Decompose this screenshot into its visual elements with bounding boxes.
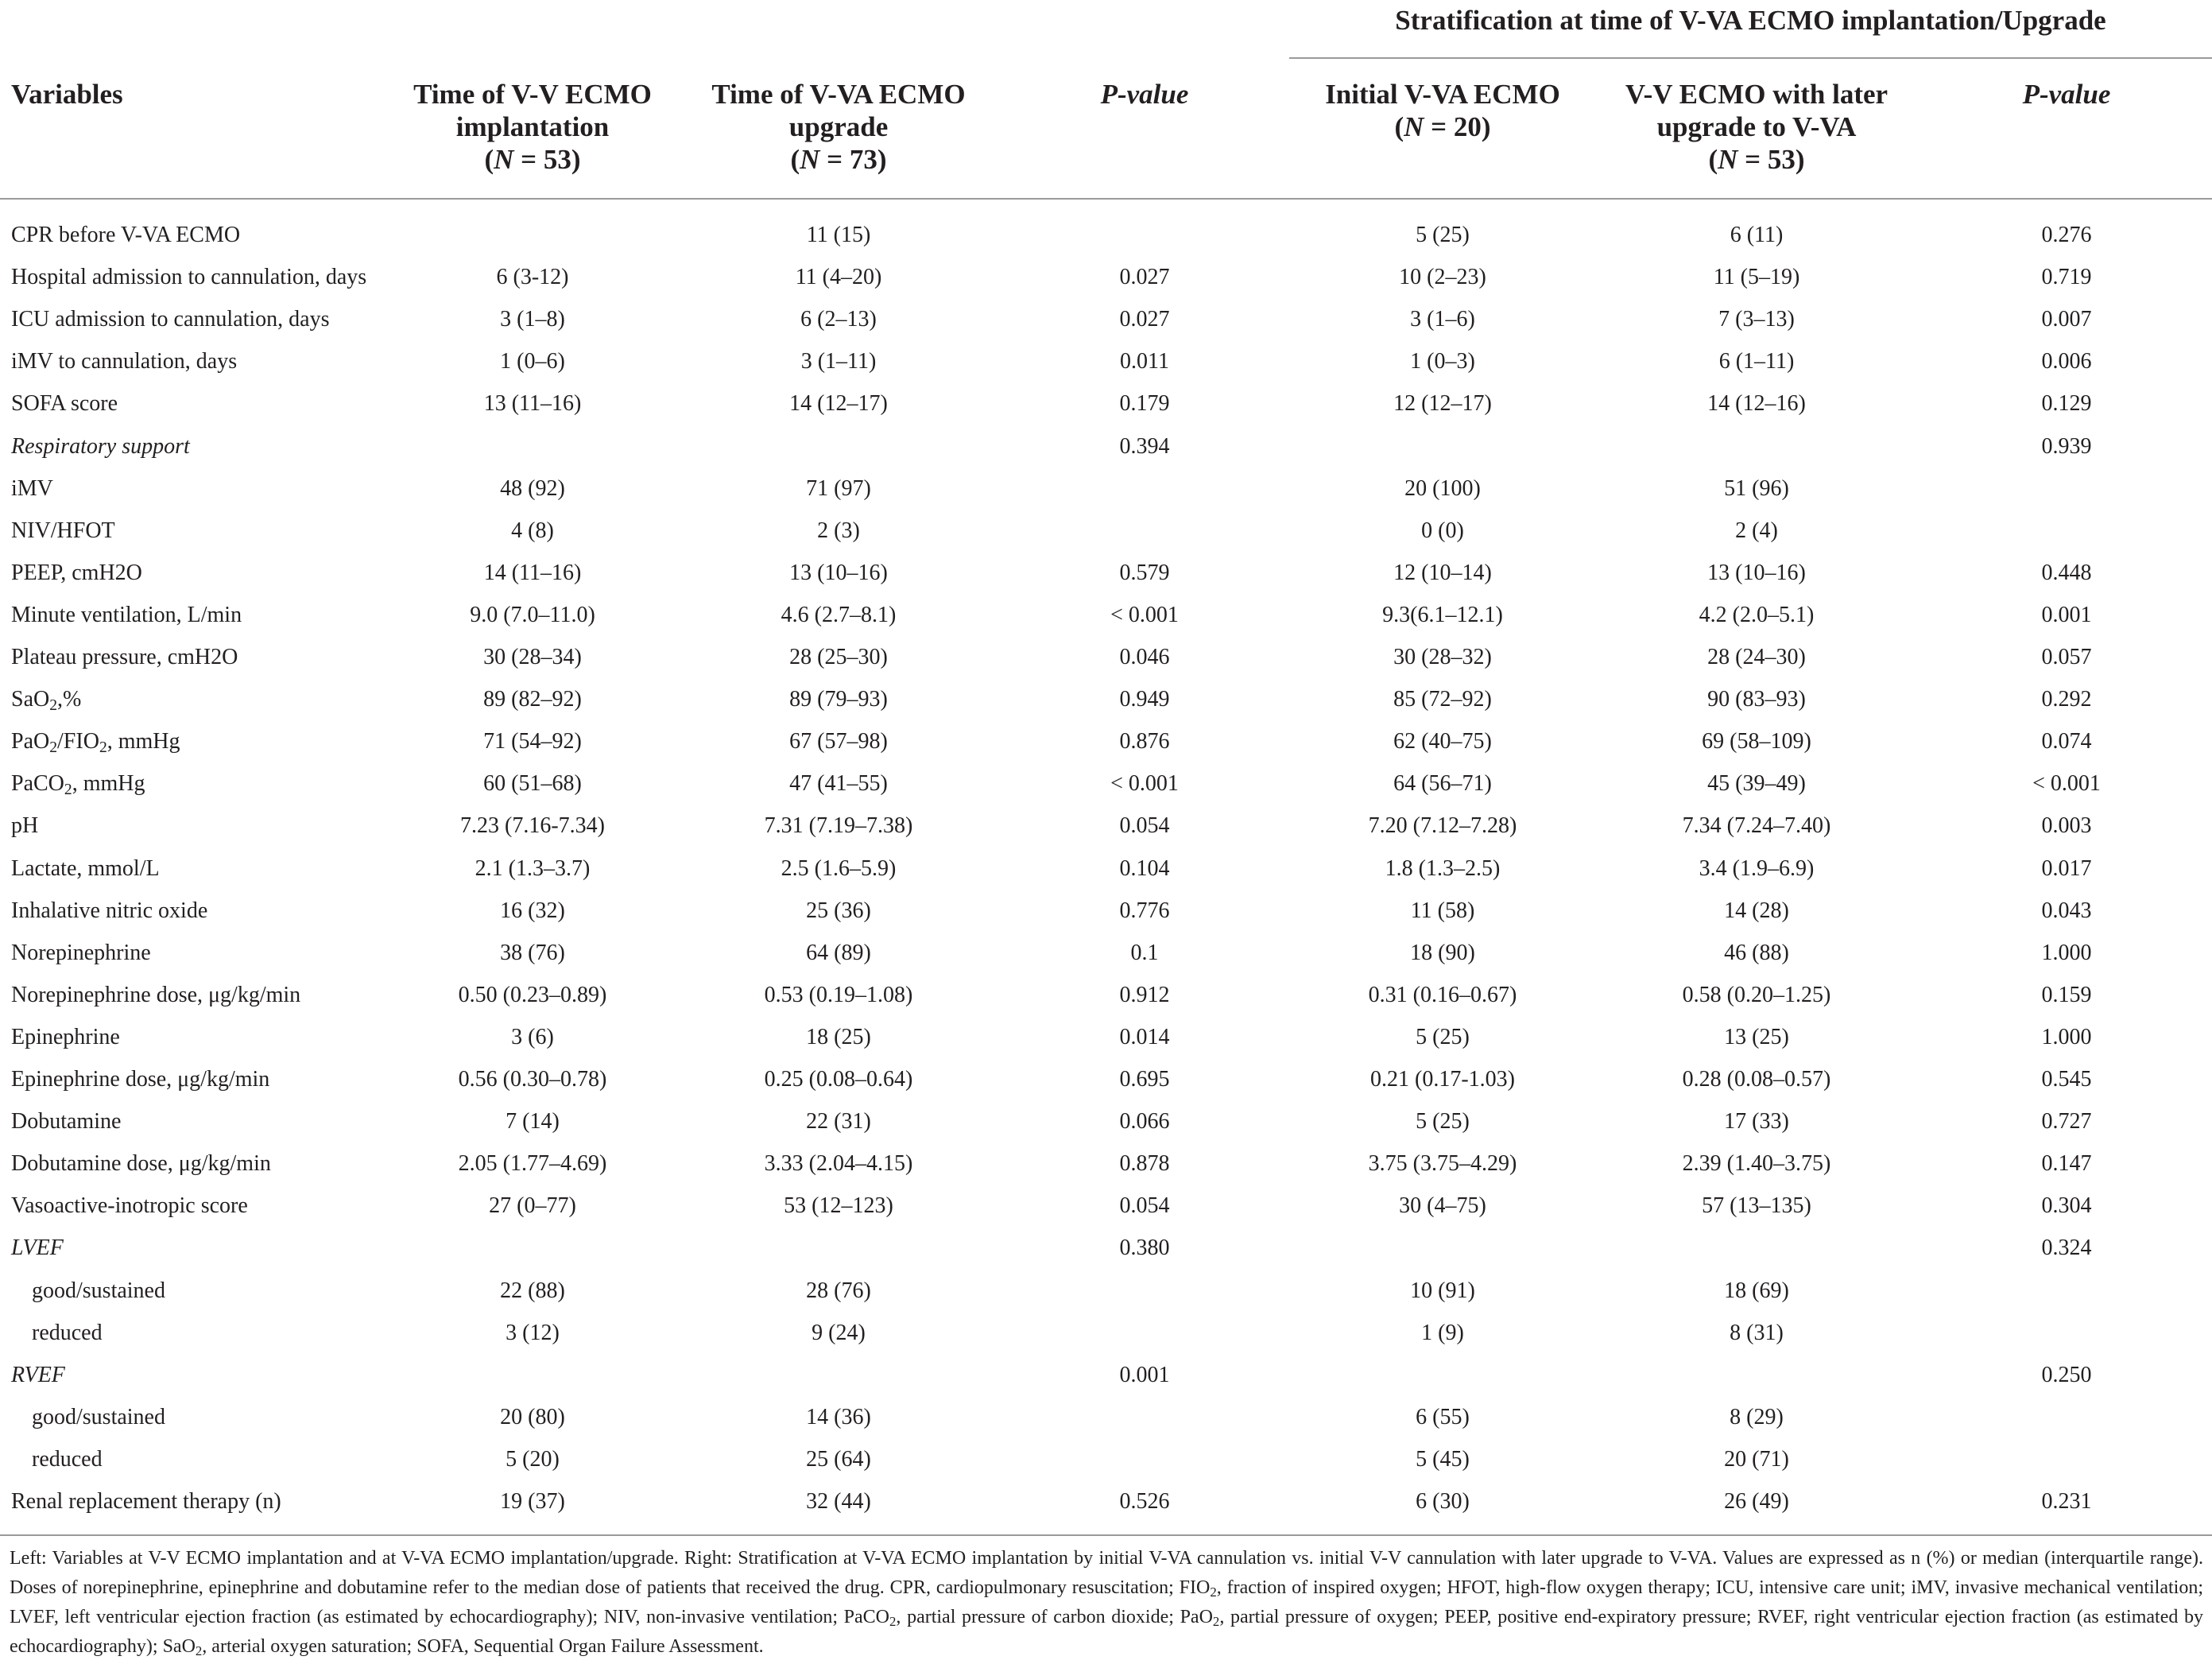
vv-implantation-value: 48 (92): [500, 475, 565, 501]
header-line: Time of V-VA ECMO: [711, 79, 966, 110]
table-row: [0, 678, 2212, 720]
row-label: good/sustained: [32, 1278, 165, 1303]
vva-upgrade-value: 18 (25): [806, 1024, 871, 1049]
row-label: reduced: [32, 1320, 103, 1345]
table-row: [0, 848, 2212, 890]
row-label: reduced: [32, 1446, 103, 1472]
p-value-right: < 0.001: [2032, 771, 2101, 797]
header-line: (N = 53): [484, 144, 581, 175]
initial-vva-value: 1 (0–3): [1410, 349, 1475, 374]
row-label: Vasoactive-inotropic score: [11, 1193, 248, 1219]
vva-upgrade-value: 3.33 (2.04–4.15): [764, 1151, 913, 1177]
vv-implantation-value: 38 (76): [500, 940, 565, 965]
p-value-right: 0.719: [2041, 265, 2092, 290]
vv-later-upgrade-value: 6 (11): [1730, 223, 1784, 247]
vv-implantation-value: 3 (1–8): [500, 307, 565, 332]
vva-upgrade-value: 11 (4–20): [795, 265, 882, 290]
initial-vva-value: 85 (72–92): [1393, 687, 1492, 712]
initial-vva-value: 10 (91): [1410, 1278, 1475, 1303]
header-rule: [0, 198, 2212, 200]
p-value-right: 0.003: [2041, 813, 2092, 839]
vv-implantation-value: 16 (32): [500, 898, 565, 923]
initial-vva-value: 11 (58): [1410, 898, 1475, 923]
vv-later-upgrade-value: 69 (58–109): [1702, 729, 1811, 754]
p-value-left: 0.027: [1119, 265, 1170, 290]
initial-vva-value: 1 (9): [1421, 1320, 1464, 1345]
table-row: [0, 1438, 2212, 1480]
p-value-left: 0.046: [1119, 645, 1170, 669]
vva-upgrade-value: 13 (10–16): [789, 560, 888, 585]
initial-vva-value: 9.3(6.1–12.1): [1382, 602, 1503, 627]
header-line: implantation: [455, 111, 610, 142]
table-row: [0, 1016, 2212, 1058]
table-row: [0, 1396, 2212, 1438]
table-row: [0, 720, 2212, 762]
row-label: SOFA score: [11, 391, 118, 417]
p-value-left: 0.949: [1119, 687, 1170, 712]
p-value-left: 0.027: [1119, 307, 1170, 332]
p-value-right: 0.006: [2041, 349, 2092, 374]
initial-vva-value: 0.31 (0.16–0.67): [1368, 982, 1517, 1007]
vv-implantation-value: 2.1 (1.3–3.7): [475, 855, 591, 881]
table-row: [0, 467, 2212, 510]
row-label: Inhalative nitric oxide: [11, 898, 208, 923]
vv-later-upgrade-value: 6 (1–11): [1718, 349, 1795, 374]
vv-implantation-value: 2.05 (1.77–4.69): [458, 1151, 607, 1177]
vv-later-upgrade-value: 51 (96): [1724, 475, 1789, 501]
p-value-right: 0.292: [2041, 687, 2092, 712]
table-row: [0, 382, 2212, 425]
p-value-left: 0.876: [1119, 729, 1170, 754]
p-value-left: 0.001: [1119, 1362, 1170, 1387]
vv-implantation-value: 71 (54–92): [483, 729, 582, 754]
vv-later-upgrade-value: 4.2 (2.0–5.1): [1699, 602, 1815, 627]
p-value-right: 0.001: [2041, 602, 2092, 627]
vv-implantation-value: 3 (6): [511, 1024, 554, 1049]
vv-later-upgrade-value: 46 (88): [1724, 940, 1789, 965]
vv-implantation-value: 0.56 (0.30–0.78): [458, 1067, 607, 1092]
initial-vva-value: 64 (56–71): [1393, 771, 1492, 797]
p-value-right: 0.939: [2041, 433, 2092, 459]
row-label: Minute ventilation, L/min: [11, 602, 242, 627]
vv-later-upgrade-value: 13 (25): [1724, 1024, 1789, 1049]
header-line: V-V ECMO with later: [1625, 79, 1889, 110]
header-line: Initial V-VA ECMO: [1325, 79, 1560, 110]
vv-later-upgrade-value: 2.39 (1.40–3.75): [1682, 1151, 1831, 1177]
initial-vva-value: 0.21 (0.17-1.03): [1370, 1067, 1515, 1092]
vv-later-upgrade-value: 13 (10–16): [1707, 560, 1806, 585]
header-line: Time of V-V ECMO: [413, 79, 652, 110]
initial-vva-value: 0 (0): [1421, 518, 1464, 543]
vv-later-upgrade-value: 2 (4): [1735, 518, 1778, 543]
vva-upgrade-value: 25 (64): [806, 1446, 871, 1472]
vv-implantation-value: 4 (8): [511, 518, 554, 543]
vv-later-upgrade-value: 14 (12–16): [1707, 391, 1806, 417]
initial-vva-value: 62 (40–75): [1393, 729, 1492, 754]
vva-upgrade-value: 64 (89): [806, 940, 871, 965]
row-label: PaCO$_2$, mmHg: [11, 771, 145, 799]
row-label: Dobutamine: [11, 1109, 122, 1135]
initial-vva-value: 18 (90): [1410, 940, 1475, 965]
header-variables: Variables: [11, 79, 123, 110]
vv-later-upgrade-value: 90 (83–93): [1707, 687, 1806, 712]
vva-upgrade-value: 3 (1–11): [800, 349, 877, 374]
vva-upgrade-value: 28 (76): [806, 1278, 871, 1303]
vv-later-upgrade-value: 11 (5–19): [1713, 265, 1800, 290]
initial-vva-value: 7.20 (7.12–7.28): [1368, 813, 1517, 839]
table-row: [0, 1270, 2212, 1312]
p-value-right: 0.324: [2041, 1235, 2092, 1261]
row-label: LVEF: [11, 1235, 64, 1261]
vv-later-upgrade-value: 8 (31): [1730, 1320, 1784, 1345]
p-value-left: 0.179: [1119, 391, 1170, 417]
p-value-left: 0.776: [1119, 898, 1170, 923]
row-label: Lactate, mmol/L: [11, 855, 160, 881]
p-value-left: 0.011: [1120, 349, 1169, 374]
table-footnote: Left: Variables at V-V ECMO implantation and at V-VA ECMO implantation/upgrade. Right: Stratification at V-VA ECMO implantation by initial V-VA cannulation vs. initial V-V cannulation with later upgrade to V-VA. Values are expressed as n (%) or median (interquartile range). Doses of norepinephrine, epinephrine and dobutamine refer to the median dose of patients that received the drug. CPR, cardiopulmonary resuscitation; $FIO_2$, fraction of inspired oxygen; HFOT, high-flow oxygen therapy; ICU, intensive care unit; iMV, invasive mechanical ventilation; LVEF, left ventricular ejection fraction (as estimated by echocardiography); NIV, non-invasive ventilation; PaCO$_2$, partial pressure of carbon dioxide; PaO$_2$, partial pressure of oxygen; PEEP, positive end-expiratory pressure; RVEF, right ventricular ejection fraction (as estimated by echocardiography); SaO$_2$, arterial oxygen saturation; SOFA, Sequential Organ Failure Assessment.: [10, 1548, 2204, 1659]
stratification-title: Stratification at time of V-VA ECMO implantation/Upgrade: [1395, 5, 2106, 36]
vva-upgrade-value: 25 (36): [806, 898, 871, 923]
row-label: PEEP, cmH2O: [11, 560, 142, 585]
initial-vva-value: 5 (45): [1416, 1446, 1470, 1472]
p-value-right: 0.159: [2041, 982, 2092, 1007]
p-value-left: 0.878: [1119, 1151, 1170, 1177]
row-label: CPR before V-VA ECMO: [11, 223, 241, 247]
vva-upgrade-value: 11 (15): [806, 223, 871, 247]
p-value-right: 0.231: [2041, 1489, 2092, 1514]
table-row: [0, 214, 2212, 256]
vv-implantation-value: 27 (0–77): [489, 1193, 576, 1219]
stratification-rule: [1289, 57, 2212, 59]
table-row: [0, 340, 2212, 382]
p-value-left: 0.380: [1119, 1235, 1170, 1261]
row-label: Norepinephrine dose, μg/kg/min: [11, 982, 301, 1007]
row-label: Norepinephrine: [11, 940, 151, 965]
table-row: [0, 256, 2212, 298]
vva-upgrade-value: 53 (12–123): [784, 1193, 893, 1219]
vv-implantation-value: 0.50 (0.23–0.89): [458, 982, 607, 1007]
p-value-left: 0.695: [1119, 1067, 1170, 1092]
p-value-left: < 0.001: [1110, 771, 1179, 797]
p-value-right: 0.448: [2041, 560, 2092, 585]
header-line: upgrade to V-VA: [1656, 111, 1857, 142]
vv-implantation-value: 30 (28–34): [483, 645, 582, 669]
table-row: [0, 594, 2212, 636]
vva-upgrade-value: 14 (12–17): [789, 391, 888, 417]
vva-upgrade-value: 32 (44): [806, 1489, 871, 1514]
header-initial-vva: [1296, 78, 1590, 143]
row-label: Plateau pressure, cmH2O: [11, 645, 238, 669]
row-label: pH: [11, 813, 39, 839]
vv-implantation-value: 9.0 (7.0–11.0): [470, 602, 595, 627]
row-label: $PaO_2/FIO_2$, mmHg: [11, 729, 180, 757]
table-row: [0, 1354, 2212, 1396]
header-line: (N = 20): [1394, 111, 1491, 142]
p-value-right: 0.074: [2041, 729, 2092, 754]
vva-upgrade-value: 71 (97): [806, 475, 871, 501]
row-label: Dobutamine dose, μg/kg/min: [11, 1151, 271, 1177]
vva-upgrade-value: 89 (79–93): [789, 687, 888, 712]
initial-vva-value: 12 (12–17): [1393, 391, 1492, 417]
initial-vva-value: 12 (10–14): [1393, 560, 1492, 585]
p-value-right: 0.043: [2041, 898, 2092, 923]
header-line: (N = 53): [1708, 144, 1805, 175]
vv-later-upgrade-value: 28 (24–30): [1707, 645, 1806, 669]
vv-implantation-value: 6 (3-12): [496, 265, 569, 290]
row-label: SaO$_2$,%: [11, 687, 82, 714]
vv-implantation-value: 5 (20): [506, 1446, 560, 1472]
vv-later-upgrade-value: 7 (3–13): [1718, 307, 1795, 332]
row-label: NIV/HFOT: [11, 518, 115, 543]
p-value-left: 0.526: [1119, 1489, 1170, 1514]
p-value-right: 0.545: [2041, 1067, 2092, 1092]
p-value-right: 0.007: [2041, 307, 2092, 332]
p-value-left: 0.579: [1119, 560, 1170, 585]
row-label: good/sustained: [32, 1404, 165, 1429]
row-label: ICU admission to cannulation, days: [11, 307, 330, 332]
p-value-left: 0.066: [1119, 1109, 1170, 1135]
p-value-right: 0.304: [2041, 1193, 2092, 1219]
table-row: [0, 510, 2212, 552]
vva-upgrade-value: 4.6 (2.7–8.1): [781, 602, 897, 627]
row-label: Hospital admission to cannulation, days: [11, 265, 367, 290]
p-value-right: 0.017: [2041, 855, 2092, 881]
vv-later-upgrade-value: 18 (69): [1724, 1278, 1789, 1303]
header-vv-later-upgrade: [1590, 78, 1923, 176]
vv-implantation-value: 1 (0–6): [500, 349, 565, 374]
table-row: [0, 932, 2212, 974]
vv-later-upgrade-value: 17 (33): [1724, 1109, 1789, 1135]
header-line: (N = 73): [790, 144, 887, 175]
vva-upgrade-value: 0.53 (0.19–1.08): [764, 982, 913, 1007]
vv-implantation-value: 3 (12): [506, 1320, 560, 1345]
row-label: Epinephrine dose, μg/kg/min: [11, 1067, 270, 1092]
vv-implantation-value: 14 (11–16): [483, 560, 582, 585]
row-label: Respiratory support: [11, 433, 190, 459]
row-label: Renal replacement therapy (n): [11, 1489, 281, 1514]
row-label: iMV: [11, 475, 53, 501]
vva-upgrade-value: 14 (36): [806, 1404, 871, 1429]
p-value-right: 0.250: [2041, 1362, 2092, 1387]
initial-vva-value: 5 (25): [1416, 223, 1470, 247]
vv-implantation-value: 13 (11–16): [483, 391, 582, 417]
vva-upgrade-value: 7.31 (7.19–7.38): [764, 813, 913, 839]
vv-later-upgrade-value: 20 (71): [1724, 1446, 1789, 1472]
table-row: [0, 298, 2212, 340]
vv-implantation-value: 22 (88): [500, 1278, 565, 1303]
row-label: RVEF: [11, 1362, 65, 1387]
vva-upgrade-value: 2.5 (1.6–5.9): [781, 855, 897, 881]
row-label: Epinephrine: [11, 1024, 120, 1049]
p-value-right: 1.000: [2041, 1024, 2092, 1049]
table-row: [0, 1312, 2212, 1354]
row-label: iMV to cannulation, days: [11, 349, 238, 374]
table-row: [0, 1480, 2212, 1522]
initial-vva-value: 3 (1–6): [1410, 307, 1475, 332]
p-value-left: 0.104: [1119, 855, 1170, 881]
table-row: [0, 1100, 2212, 1142]
table-row: [0, 974, 2212, 1016]
p-value-left: 0.054: [1119, 813, 1170, 839]
header-p-value-left: P-value: [1100, 79, 1189, 110]
initial-vva-value: 5 (25): [1416, 1109, 1470, 1135]
p-value-left: 0.912: [1119, 982, 1170, 1007]
table-row: [0, 805, 2212, 847]
header-vv-implantation: [389, 78, 676, 176]
vva-upgrade-value: 22 (31): [806, 1109, 871, 1135]
p-value-left: 0.054: [1119, 1193, 1170, 1219]
vv-later-upgrade-value: 14 (28): [1724, 898, 1789, 923]
header-line: upgrade: [788, 111, 889, 142]
footnote-rule: [0, 1534, 2212, 1536]
vva-upgrade-value: 9 (24): [812, 1320, 866, 1345]
table-row: [0, 552, 2212, 594]
table-row: [0, 425, 2212, 467]
initial-vva-value: 30 (28–32): [1393, 645, 1492, 669]
p-value-right: 0.147: [2041, 1151, 2092, 1177]
vv-implantation-value: 89 (82–92): [483, 687, 582, 712]
vv-later-upgrade-value: 0.28 (0.08–0.57): [1682, 1067, 1831, 1092]
initial-vva-value: 1.8 (1.3–2.5): [1385, 855, 1501, 881]
p-value-left: 0.394: [1119, 433, 1170, 459]
p-value-right: 1.000: [2041, 940, 2092, 965]
vv-later-upgrade-value: 7.34 (7.24–7.40): [1682, 813, 1831, 839]
p-value-right: 0.129: [2041, 391, 2092, 417]
vv-later-upgrade-value: 3.4 (1.9–6.9): [1699, 855, 1815, 881]
initial-vva-value: 10 (2–23): [1399, 265, 1486, 290]
initial-vva-value: 20 (100): [1404, 475, 1481, 501]
initial-vva-value: 30 (4–75): [1399, 1193, 1486, 1219]
table-row: [0, 1227, 2212, 1269]
initial-vva-value: 5 (25): [1416, 1024, 1470, 1049]
vv-implantation-value: 60 (51–68): [483, 771, 582, 797]
table-row: [0, 1142, 2212, 1185]
p-value-right: 0.276: [2041, 223, 2092, 247]
p-value-right: 0.057: [2041, 645, 2092, 669]
vva-upgrade-value: 2 (3): [817, 518, 860, 543]
table-row: [0, 636, 2212, 678]
p-value-left: 0.014: [1119, 1024, 1170, 1049]
vv-later-upgrade-value: 57 (13–135): [1702, 1193, 1811, 1219]
header-p-value-right: P-value: [2022, 79, 2111, 110]
vva-upgrade-value: 67 (57–98): [789, 729, 888, 754]
vv-implantation-value: 19 (37): [500, 1489, 565, 1514]
vv-later-upgrade-value: 26 (49): [1724, 1489, 1789, 1514]
vva-upgrade-value: 28 (25–30): [789, 645, 888, 669]
p-value-left: < 0.001: [1110, 602, 1179, 627]
vva-upgrade-value: 47 (41–55): [789, 771, 888, 797]
vv-implantation-value: 20 (80): [500, 1404, 565, 1429]
vv-later-upgrade-value: 45 (39–49): [1707, 771, 1806, 797]
p-value-left: 0.1: [1130, 940, 1159, 965]
header-vva-upgrade: [684, 78, 994, 176]
initial-vva-value: 6 (30): [1416, 1489, 1470, 1514]
table-row: [0, 890, 2212, 932]
table-row: [0, 1185, 2212, 1227]
vva-upgrade-value: 0.25 (0.08–0.64): [764, 1067, 913, 1092]
vv-later-upgrade-value: 8 (29): [1730, 1404, 1784, 1429]
initial-vva-value: 6 (55): [1416, 1404, 1470, 1429]
table-row: [0, 1058, 2212, 1100]
p-value-right: 0.727: [2041, 1109, 2092, 1135]
vv-implantation-value: 7.23 (7.16-7.34): [460, 813, 605, 839]
vva-upgrade-value: 6 (2–13): [800, 307, 877, 332]
table-row: [0, 762, 2212, 805]
vv-implantation-value: 7 (14): [506, 1109, 560, 1135]
initial-vva-value: 3.75 (3.75–4.29): [1368, 1151, 1517, 1177]
vv-later-upgrade-value: 0.58 (0.20–1.25): [1682, 982, 1831, 1007]
